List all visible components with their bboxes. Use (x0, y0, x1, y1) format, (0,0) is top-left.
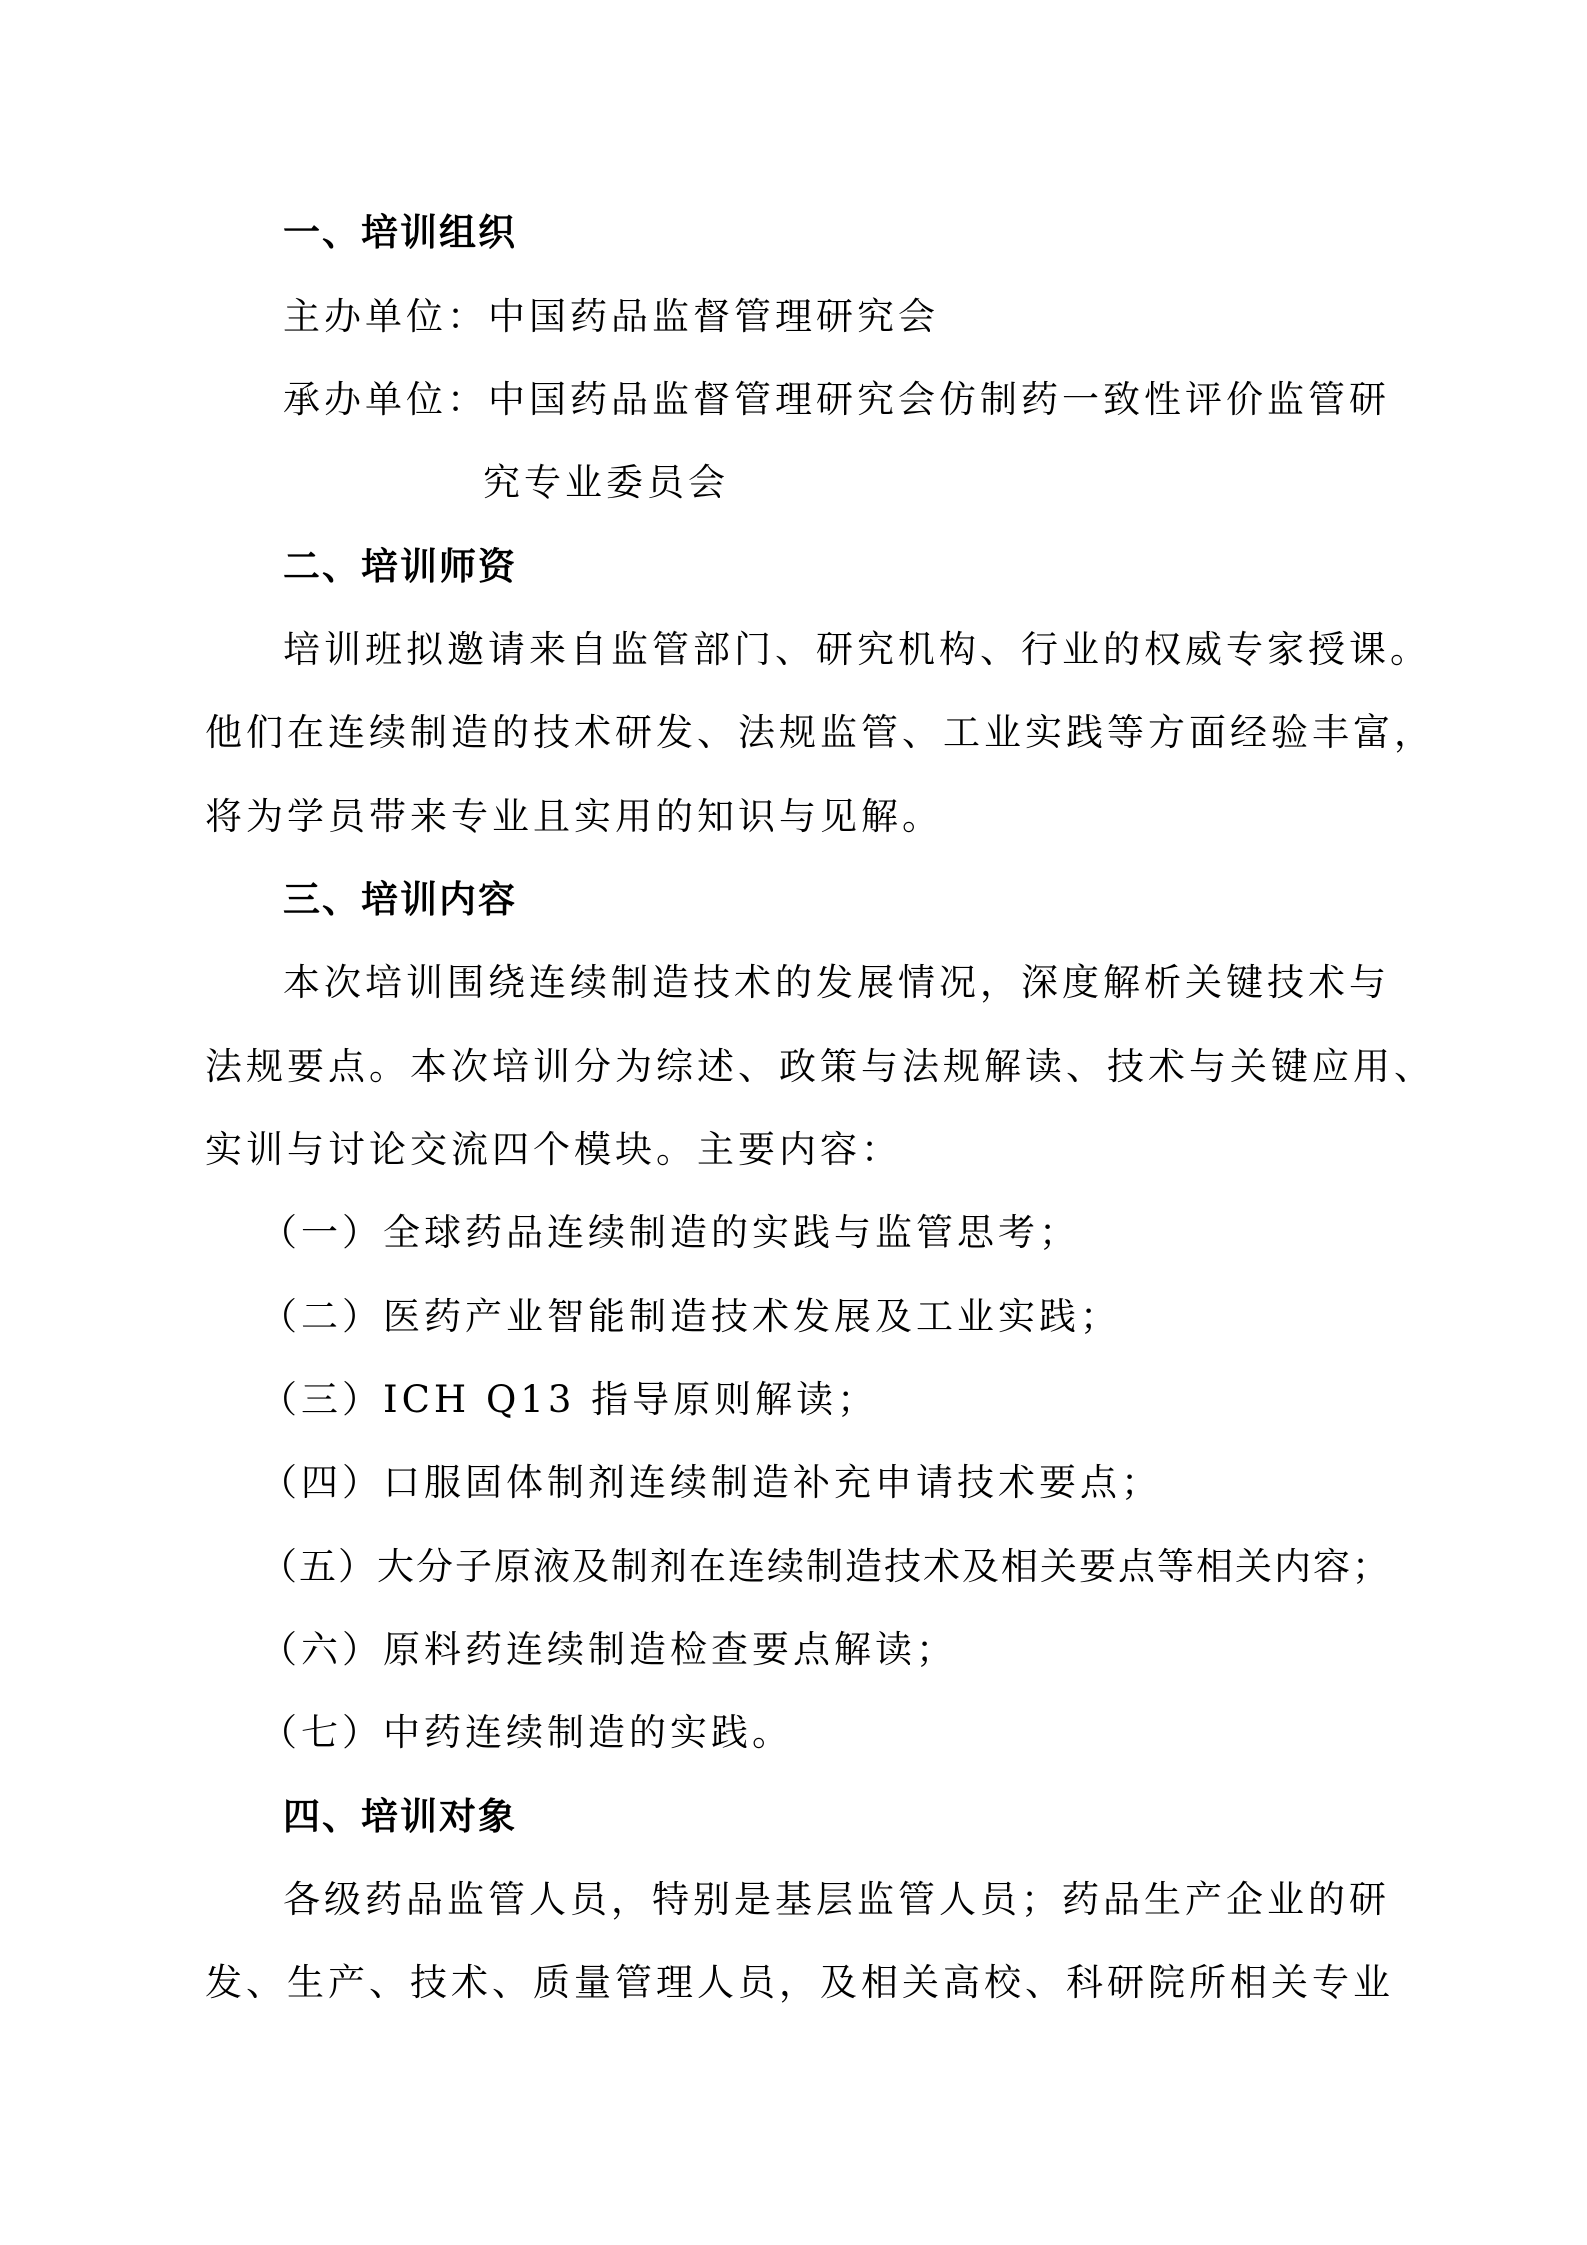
list-item: （四）口服固体制剂连续制造补充申请技术要点； (260, 1461, 1162, 1504)
paragraph-line: 将为学员带来专业且实用的知识与见解。 (205, 795, 943, 838)
list-item: （二）医药产业智能制造技术发展及工业实践； (260, 1295, 1121, 1338)
paragraph-line: 培训班拟邀请来自监管部门、研究机构、行业的权威专家授课。 (283, 628, 1431, 671)
list-item: （七）中药连续制造的实践。 (260, 1711, 793, 1754)
list-item: （一）全球药品连续制造的实践与监管思考； (260, 1211, 1080, 1254)
co-organizer-line: 承办单位：中国药品监督管理研究会仿制药一致性评价监管研 (283, 378, 1390, 421)
paragraph-line: 本次培训围绕连续制造技术的发展情况，深度解析关键技术与 (283, 961, 1390, 1004)
organizer-line: 主办单位：中国药品监督管理研究会 (283, 295, 939, 338)
list-item: （三）ICH Q13 指导原则解读； (260, 1378, 879, 1421)
section-heading-organization: 一、培训组织 (283, 211, 517, 254)
section-heading-audience: 四、培训对象 (283, 1795, 517, 1838)
list-item: （六）原料药连续制造检查要点解读； (260, 1628, 957, 1671)
list-item: （五）大分子原液及制剂在连续制造技术及相关要点等相关内容； (260, 1545, 1391, 1588)
paragraph-line: 他们在连续制造的技术研发、法规监管、工业实践等方面经验丰富， (205, 711, 1435, 754)
paragraph-line: 发、生产、技术、质量管理人员，及相关高校、科研院所相关专业 (205, 1961, 1394, 2004)
paragraph-line: 各级药品监管人员，特别是基层监管人员；药品生产企业的研 (283, 1878, 1390, 1921)
paragraph-line: 法规要点。本次培训分为综述、政策与法规解读、技术与关键应用、 (205, 1045, 1435, 1088)
paragraph-line: 实训与讨论交流四个模块。主要内容： (205, 1128, 902, 1171)
section-heading-instructors: 二、培训师资 (283, 545, 517, 588)
co-organizer-line-continued: 究专业委员会 (483, 461, 729, 504)
section-heading-content: 三、培训内容 (283, 878, 517, 921)
